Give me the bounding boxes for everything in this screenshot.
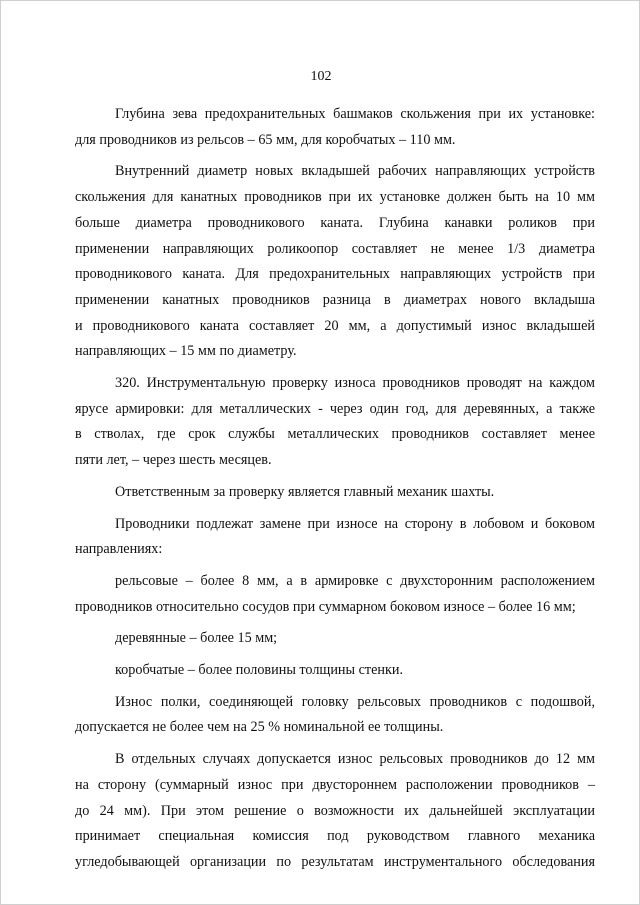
paragraph-line: скольжения для канатных проводников при их установке должен быть на 10 мм	[75, 189, 595, 206]
paragraph-line: принимает специальная комиссия под руководством главного механика	[75, 828, 595, 845]
paragraph-line: ярусе армировки: для металлических - через один год, для деревянных, а также	[75, 400, 595, 417]
paragraph-line: В отдельных случаях допускается износ рельсовых проводников до 12 мм	[115, 751, 595, 768]
paragraph-line: Глубина зева предохранительных башмаков скольжения при их установке:	[115, 106, 595, 122]
paragraph	[75, 371, 595, 474]
paragraph	[75, 159, 595, 365]
paragraph-line: и проводникового каната составляет 20 мм, а допустимый износ вкладышей	[75, 317, 595, 334]
paragraph-line: применении направляющих роликоопор составляет не менее 1/3 диаметра	[75, 240, 595, 257]
paragraph-line: 320. Инструментальную проверку износа проводников проводят на каждом	[115, 375, 595, 392]
paragraph	[75, 512, 595, 563]
paragraph	[75, 569, 595, 620]
paragraph	[75, 747, 595, 876]
paragraph-line: пяти лет, – через шесть месяцев.	[75, 452, 272, 469]
page-number: 102	[310, 69, 332, 84]
paragraph-line: на сторону (суммарный износ при двустороннем расположении проводников –	[75, 776, 595, 793]
paragraph-line: направляющих – 15 мм по диаметру.	[75, 343, 297, 360]
paragraph-line: применении канатных проводников разница в диаметрах нового вкладыша	[75, 291, 595, 308]
paragraph-line: больше диаметра проводникового каната. Глубина канавки роликов при	[75, 214, 595, 231]
paragraph	[75, 658, 595, 684]
paragraph-line: Износ полки, соединяющей головку рельсовых проводников с подошвой,	[115, 693, 595, 710]
paragraph-line: коробчатые – более половины толщины стенки.	[115, 662, 404, 679]
paragraph-line: в стволах, где срок службы металлических проводников составляет менее	[75, 426, 595, 443]
paragraph	[75, 102, 595, 153]
paragraph-line: до 24 мм). При этом решение о возможности их дальнейшей эксплуатации	[75, 802, 595, 819]
paragraph	[75, 480, 595, 506]
paragraph-line: для проводников из рельсов – 65 мм, для коробчатых – 110 мм.	[75, 131, 456, 148]
paragraph-line: Проводники подлежат замене при износе на сторону в лобовом и боковом	[115, 515, 595, 532]
paragraph-line: проводников относительно сосудов при суммарном боковом износе – более 16 мм;	[75, 598, 576, 615]
paragraph	[75, 626, 595, 652]
paragraph-line: допускается не более чем на 25 % номинальной ее толщины.	[75, 719, 444, 736]
paragraph-line: деревянные – более 15 мм;	[115, 630, 278, 647]
paragraph-line: Внутренний диаметр новых вкладышей рабочих направляющих устройств	[115, 163, 595, 180]
paragraph-line: рельсовые – более 8 мм, а в армировке с двухсторонним расположением	[115, 572, 595, 589]
paragraph-line: проводникового каната. Для предохранительных направляющих устройств при	[75, 266, 595, 283]
paragraph-line: направлениях:	[75, 541, 163, 558]
paragraph-line: Ответственным за проверку является главный механик шахты.	[115, 483, 495, 500]
paragraph-line: угледобывающей организации по результатам инструментального обследования	[75, 853, 595, 870]
document-body	[75, 102, 595, 876]
paragraph	[75, 690, 595, 741]
